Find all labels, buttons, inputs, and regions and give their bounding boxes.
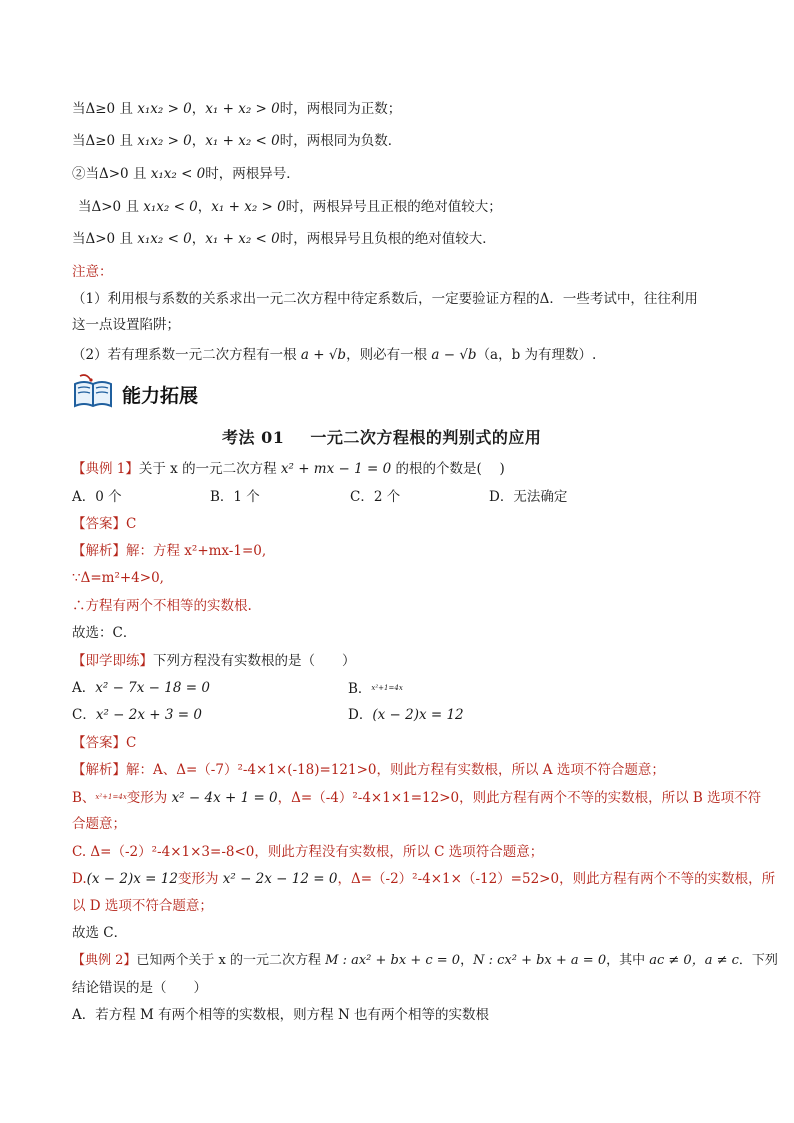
practice-solution-d	[72, 869, 775, 889]
text: ，	[197, 199, 212, 215]
text: ，	[460, 953, 474, 968]
text: ，	[191, 101, 206, 117]
answer-tag: 【答案】	[72, 735, 126, 751]
option-label: C．	[72, 707, 96, 723]
answer-value: C	[126, 516, 137, 532]
text: ，	[191, 133, 206, 149]
math-expr: x² − 7x − 18 = 0	[95, 680, 210, 696]
text: 时，两根同为负数．	[279, 133, 402, 149]
practice-answer	[72, 733, 136, 753]
math-expr: x² − 2x + 3 = 0	[95, 707, 202, 723]
math-expr: x₁ + x₂ < 0	[205, 231, 280, 247]
option-label: D．	[348, 707, 373, 723]
math-expr: x₁x₂ < 0	[150, 166, 206, 182]
math-expr: x₁ + x₂ > 0	[211, 199, 286, 215]
section-number: 考法 01	[222, 428, 285, 447]
theory-line-4	[78, 197, 502, 217]
text: 当Δ≥0 且	[72, 101, 138, 117]
ex1-option-b: B．1 个	[210, 489, 260, 505]
section-heading: 一元二次方程根的判别式的应用	[310, 428, 542, 447]
practice-option-a	[72, 678, 210, 698]
practice-option-d	[348, 705, 464, 725]
text: （2）若有理系数一元二次方程有一根	[72, 347, 301, 363]
text: 已知两个关于 x 的一元二次方程	[136, 953, 326, 968]
math-expr: a + √b	[300, 347, 347, 363]
math-expr: N : cx² + bx + a = 0	[473, 953, 607, 968]
practice-solution-b	[72, 787, 761, 808]
math-expr: x² − 2x − 12 = 0	[222, 871, 338, 887]
ex1-solution-3: ∴方程有两个不相等的实数根.	[72, 598, 252, 614]
answer-tag: 【答案】	[72, 516, 126, 532]
book-icon	[72, 374, 114, 414]
theory-line-5	[72, 229, 496, 249]
practice-question	[72, 651, 356, 671]
practice-option-b	[348, 678, 403, 699]
ex1-option-a: A．0 个	[72, 489, 122, 505]
text: 变形为	[177, 871, 223, 887]
example-2-question-1	[72, 951, 778, 971]
ability-label: 能力拓展	[122, 384, 199, 407]
ability-heading	[72, 376, 198, 412]
math-expr: x² − 4x + 1 = 0	[171, 790, 278, 806]
text: ，Δ=（-4）²-4×1×1=12>0，则此方程有两个不等的实数根，所以 B 选项不符	[277, 790, 762, 806]
text: 关于 x 的一元二次方程	[138, 461, 281, 477]
ex1-answer	[72, 514, 136, 534]
text: ，Δ=（-2）²-4×1×（-12）=52>0，则此方程有两个不等的实数根，所	[337, 871, 776, 887]
theory-line-2	[72, 131, 401, 151]
text: ，	[191, 231, 206, 247]
math-expr: a − √b	[431, 347, 477, 363]
math-expr: x₁x₂ < 0	[137, 231, 192, 247]
answer-value: C	[126, 735, 137, 751]
theory-line-3	[72, 164, 300, 184]
text: B、	[72, 790, 96, 806]
text: ，其中	[606, 953, 650, 968]
practice-option-c	[72, 705, 202, 725]
math-expr: x₁x₂ > 0	[137, 101, 192, 117]
text: ．下列	[738, 953, 778, 968]
ex1-option-c: C．2 个	[350, 489, 401, 505]
text: D.	[72, 871, 87, 887]
math-expr: ac ≠ 0，a ≠ c	[649, 953, 739, 968]
solution-tag: 【解析】	[72, 762, 126, 778]
text: （a，b 为有理数）.	[476, 347, 597, 363]
note-2	[72, 345, 596, 365]
text: 时，两根同为正数；	[279, 101, 402, 117]
note-label: 注意：	[72, 264, 113, 280]
ex1-conclude: 故选：C．	[72, 625, 137, 641]
practice-solution-d-tail: 以 D 选项不符合题意；	[72, 898, 213, 914]
math-expr: (x − 2)x = 12	[86, 871, 178, 887]
text: ，则必有一根	[346, 347, 432, 363]
math-expr: M : ax² + bx + c = 0	[325, 953, 461, 968]
practice-solution-a	[72, 760, 665, 780]
ex1-solution-2: ∵Δ=m²+4>0,	[72, 570, 164, 586]
text: 解：方程 x²+mx-1=0,	[126, 543, 267, 559]
text: 当Δ≥0 且	[72, 133, 138, 149]
practice-solution-c: C. Δ=（-2）²-4×1×3=-8<0，则此方程没有实数根，所以 C 选项符合题意；	[72, 844, 544, 860]
text: 时，两根异号且负根的绝对值较大．	[279, 231, 496, 247]
option-label: A．	[72, 680, 96, 696]
example-1-question	[72, 459, 505, 479]
math-expr: x₁ + x₂ < 0	[205, 133, 280, 149]
text: 当Δ>0 且	[72, 231, 138, 247]
section-title	[222, 425, 541, 448]
theory-line-1	[72, 99, 401, 119]
example-2-question-2: 结论错误的是（ ）	[72, 980, 207, 996]
text: ②当Δ>0 且	[72, 166, 151, 182]
text: 解：A、Δ=（-7）²-4×1×(-18)=121>0，则此方程有实数根，所以 A 选项不符合题意；	[126, 762, 665, 778]
practice-solution-b-tail: 合题意；	[72, 816, 126, 832]
math-expr: (x − 2)x = 12	[372, 707, 464, 723]
text: 时，两根异号．	[205, 166, 300, 182]
math-expr: x²+1=4x	[95, 793, 127, 801]
text: 下列方程没有实数根的是（ ）	[153, 653, 356, 669]
example-tag: 【典例 2】	[72, 953, 137, 968]
example-tag: 【典例 1】	[72, 461, 139, 477]
text: 的根的个数是( )	[391, 461, 505, 477]
math-expr: x₁ + x₂ > 0	[205, 101, 280, 117]
practice-conclude: 故选 C．	[72, 925, 128, 941]
math-expr: x₁x₂ < 0	[143, 199, 198, 215]
text: 变形为	[126, 790, 172, 806]
solution-tag: 【解析】	[72, 543, 126, 559]
practice-tag: 【即学即练】	[72, 653, 153, 669]
text: 当Δ>0 且	[78, 199, 144, 215]
note-1-line-2: 这一点设置陷阱；	[72, 317, 180, 333]
math-expr: x² + mx − 1 = 0	[280, 461, 392, 477]
ex1-option-d: D．无法确定	[489, 489, 568, 505]
math-expr: x²+1=4x	[371, 684, 403, 692]
math-expr: x₁x₂ > 0	[137, 133, 192, 149]
ex2-option-a: A．若方程 M 有两个相等的实数根，则方程 N 也有两个相等的实数根	[72, 1007, 490, 1023]
note-1-line-1: （1）利用根与系数的关系求出一元二次方程中待定系数后，一定要验证方程的Δ．一些考试中，往往利用	[72, 291, 698, 307]
ex1-solution-1	[72, 541, 266, 561]
option-label: B．	[348, 681, 372, 697]
text: 时，两根异号且正根的绝对值较大；	[285, 199, 502, 215]
